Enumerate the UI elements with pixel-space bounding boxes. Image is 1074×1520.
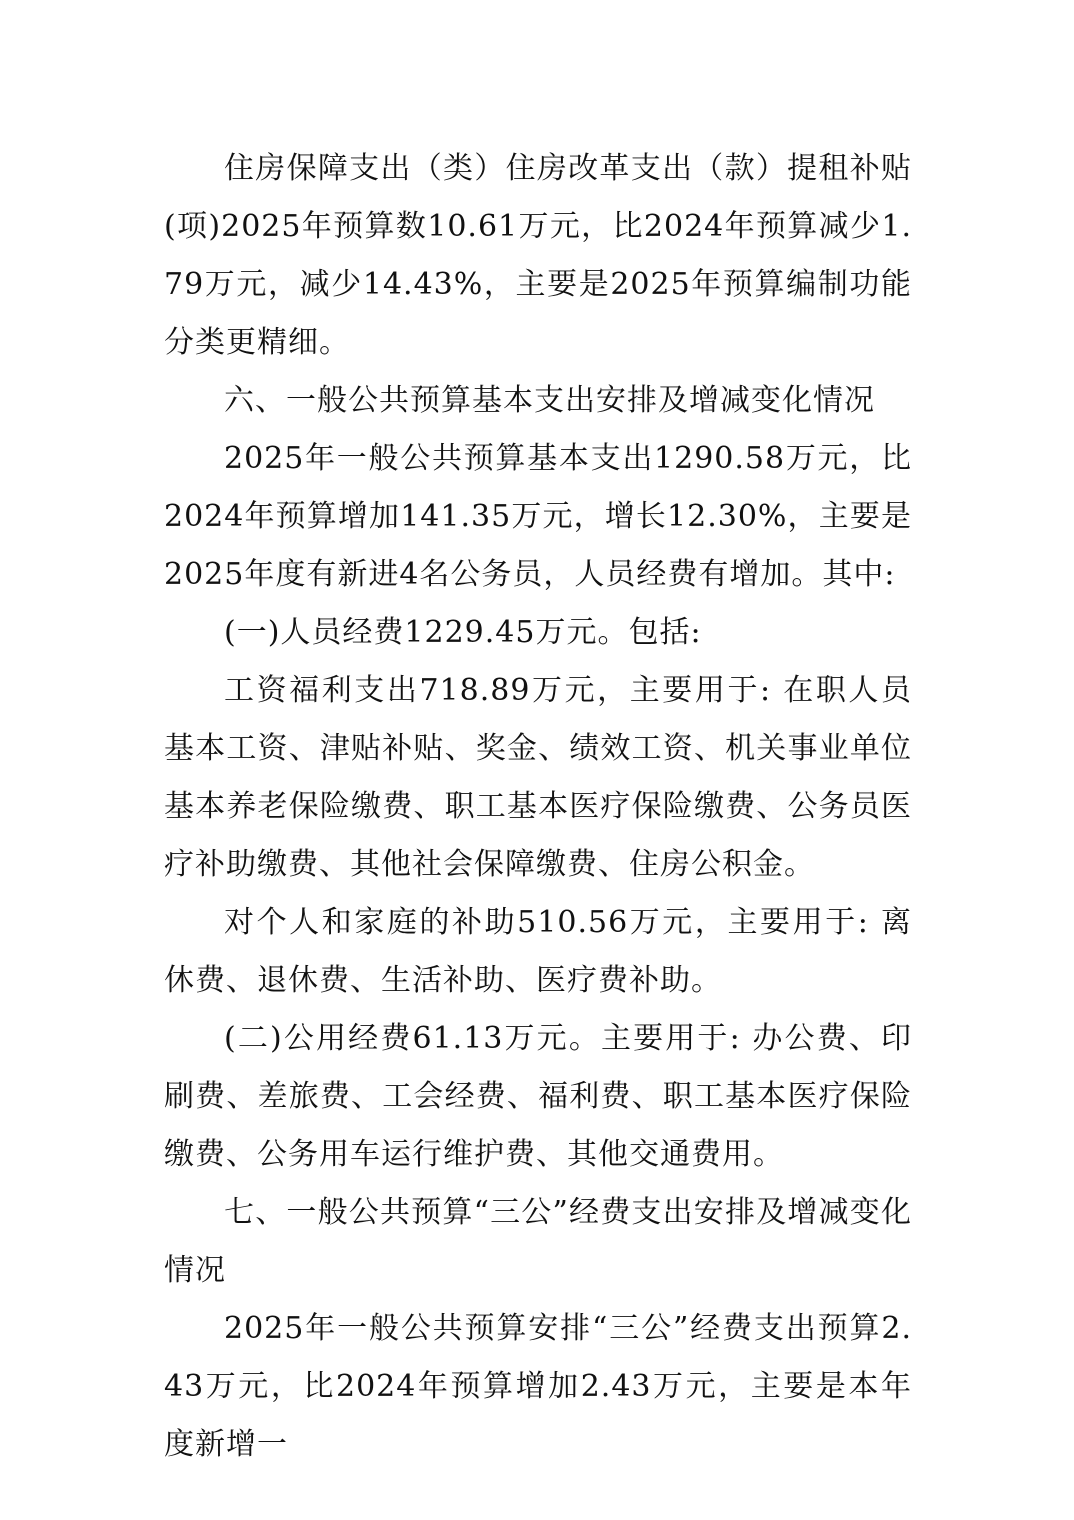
document-body (164, 140, 912, 1474)
paragraph-public-expenses: (二)公用经费61.13万元。主要用于: 办公费、印刷费、差旅费、工会经费、福利费、职工基本医疗保险缴费、公务用车运行维护费、其他交通费用。 (164, 1021, 912, 1172)
paragraph-individual-family-subsidy: 对个人和家庭的补助510.56万元，主要用于: 离休费、退休费、生活补助、医疗费补助。 (164, 905, 912, 998)
paragraph-wages-welfare: 工资福利支出718.89万元，主要用于: 在职人员基本工资、津贴补贴、奖金、绩效工资、机关事业单位基本养老保险缴费、职工基本医疗保险缴费、公务员医疗补助缴费、其他社会保障缴费、住房公积金。 (164, 673, 912, 882)
paragraph-personnel-expenses: (一)人员经费1229.45万元。包括: (224, 615, 702, 650)
section-7-heading: 七、一般公共预算“三公”经费支出安排及增减变化情况 (164, 1195, 912, 1288)
paragraph-housing-subsidy: 住房保障支出（类）住房改革支出（款）提租补贴(项)2025年预算数10.61万元，比2024年预算减少1.79万元，减少14.43%，主要是2025年预算编制功能分类更精细。 (164, 151, 912, 360)
section-6-heading: 六、一般公共预算基本支出安排及增减变化情况 (224, 383, 875, 418)
paragraph-section-7-summary: 2025年一般公共预算安排“三公”经费支出预算2.43万元，比2024年预算增加2.43万元，主要是本年度新增一 (164, 1311, 912, 1462)
paragraph-section-6-summary: 2025年一般公共预算基本支出1290.58万元，比2024年预算增加141.35万元，增长12.30%，主要是2025年度有新进4名公务员，人员经费有增加。其中: (164, 441, 912, 592)
